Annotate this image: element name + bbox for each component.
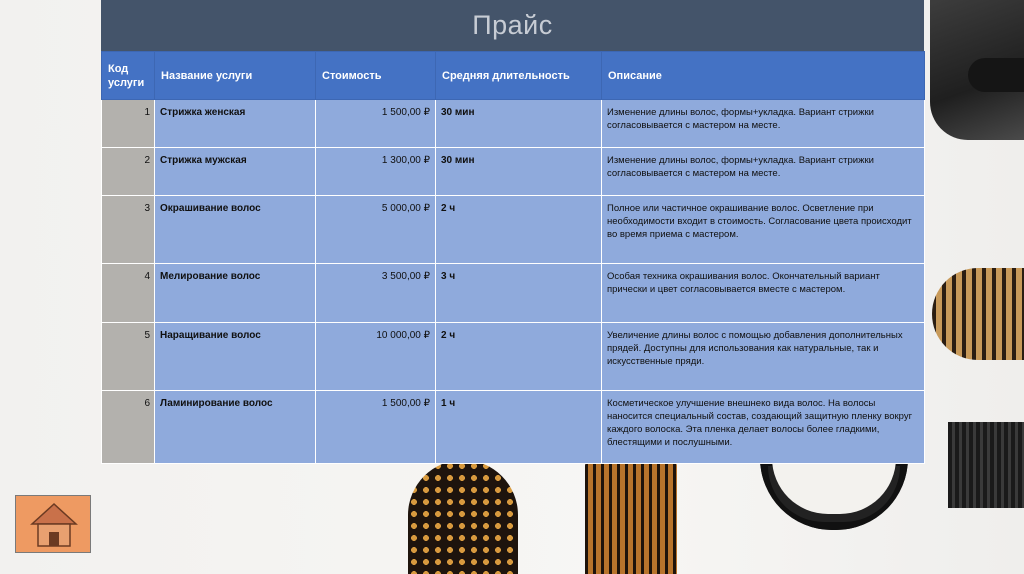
home-icon xyxy=(16,496,92,554)
home-button[interactable] xyxy=(15,495,91,553)
table-row xyxy=(102,264,925,323)
slide-title: Прайс xyxy=(101,0,924,51)
cell-service-name: Ламинирование волос xyxy=(155,391,316,464)
cell-duration: 3 ч xyxy=(436,264,602,323)
table-header-row xyxy=(102,52,925,100)
cell-code: 4 xyxy=(102,264,155,323)
cell-duration: 2 ч xyxy=(436,323,602,391)
price-panel xyxy=(101,0,924,462)
round-brush-image xyxy=(932,268,1024,360)
cell-code: 3 xyxy=(102,196,155,264)
cell-duration: 2 ч xyxy=(436,196,602,264)
cell-duration: 1 ч xyxy=(436,391,602,464)
cell-price: 1 300,00 ₽ xyxy=(316,148,436,196)
cell-code: 5 xyxy=(102,323,155,391)
cell-description: Увеличение длины волос с помощью добавления дополнительных прядей. Доступны для использования как натуральные, так и искусственные пряди. xyxy=(602,323,925,391)
header-service-name: Название услуги xyxy=(155,52,316,100)
cell-service-name: Мелирование волос xyxy=(155,264,316,323)
cell-price: 3 500,00 ₽ xyxy=(316,264,436,323)
cell-price: 10 000,00 ₽ xyxy=(316,323,436,391)
cell-price: 1 500,00 ₽ xyxy=(316,391,436,464)
cell-description: Полное или частичное окрашивание волос. Осветление при необходимости входит в стоимость. Согласование цвета происходит во время приема с мастером. xyxy=(602,196,925,264)
cell-service-name: Стрижка женская xyxy=(155,100,316,148)
cell-description: Изменение длины волос, формы+укладка. Вариант стрижки согласовывается с мастером на месте. xyxy=(602,148,925,196)
table-row xyxy=(102,196,925,264)
table-row xyxy=(102,100,925,148)
header-description: Описание xyxy=(602,52,925,100)
table-row xyxy=(102,148,925,196)
scissors-handle-image xyxy=(968,58,1024,92)
cell-duration: 30 мин xyxy=(436,148,602,196)
cell-code: 6 xyxy=(102,391,155,464)
cell-price: 1 500,00 ₽ xyxy=(316,100,436,148)
header-duration: Средняя длительность xyxy=(436,52,602,100)
table-row xyxy=(102,391,925,464)
cell-service-name: Наращивание волос xyxy=(155,323,316,391)
header-price: Стоимость xyxy=(316,52,436,100)
comb-image xyxy=(585,460,677,574)
paddle-brush-image xyxy=(408,460,518,574)
cell-description: Косметическое улучшение внешнеко вида волос. На волосы наносится специальный состав, создающий защитную пленку вокруг каждого волоска. Эта пленка делает волосы более гладкими, блестящими и послушными. xyxy=(602,391,925,464)
cell-duration: 30 мин xyxy=(436,100,602,148)
cell-code: 2 xyxy=(102,148,155,196)
cell-description: Особая техника окрашивания волос. Окончательный вариант прически и цвет согласовывается вместе с мастером. xyxy=(602,264,925,323)
cell-service-name: Стрижка мужская xyxy=(155,148,316,196)
header-code: Код услуги xyxy=(102,52,155,100)
cell-code: 1 xyxy=(102,100,155,148)
cell-price: 5 000,00 ₽ xyxy=(316,196,436,264)
price-table xyxy=(101,51,925,464)
cell-service-name: Окрашивание волос xyxy=(155,196,316,264)
table-row xyxy=(102,323,925,391)
cell-description: Изменение длины волос, формы+укладка. Вариант стрижки согласовывается с мастером на месте. xyxy=(602,100,925,148)
dark-brush-image xyxy=(948,422,1024,508)
